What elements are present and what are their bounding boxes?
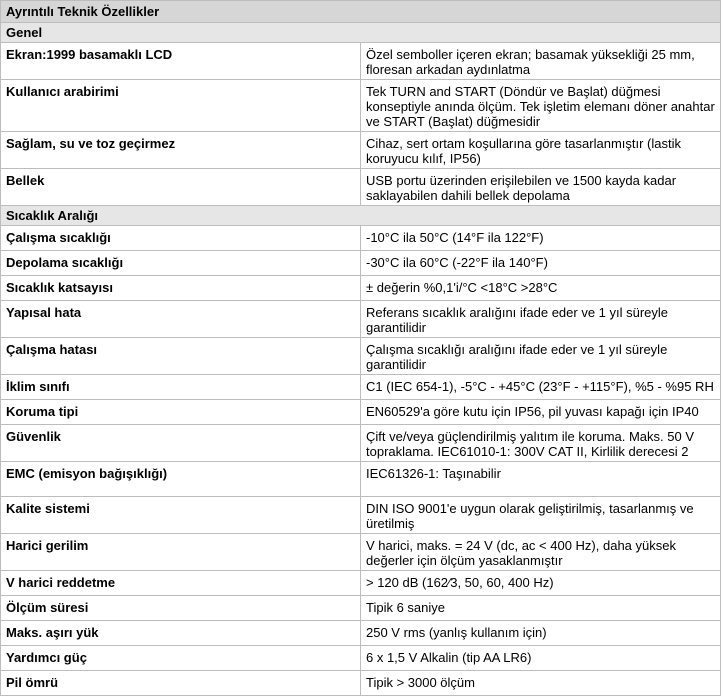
table-row	[1, 338, 721, 375]
row-label: Depolama sıcaklığı	[1, 251, 361, 276]
row-value: Tipik 6 saniye	[361, 596, 721, 621]
table-row	[1, 276, 721, 301]
table-row	[1, 375, 721, 400]
row-value: -10°C ila 50°C (14°F ila 122°F)	[361, 226, 721, 251]
row-value: 250 V rms (yanlış kullanım için)	[361, 621, 721, 646]
row-label: Yapısal hata	[1, 301, 361, 338]
row-value: > 120 dB (162⁄3, 50, 60, 400 Hz)	[361, 571, 721, 596]
row-value: Özel semboller içeren ekran; basamak yüksekliği 25 mm, floresan arkadan aydınlatma	[361, 43, 721, 80]
table-row	[1, 596, 721, 621]
row-value: DIN ISO 9001'e uygun olarak geliştirilmiş, tasarlanmış ve üretilmiş	[361, 497, 721, 534]
table-row	[1, 80, 721, 132]
section-title: Sıcaklık Aralığı	[1, 206, 721, 226]
row-label: EMC (emisyon bağışıklığı)	[1, 462, 361, 497]
table-row	[1, 621, 721, 646]
row-value: Çalışma sıcaklığı aralığını ifade eder ve 1 yıl süreyle garantilidir	[361, 338, 721, 375]
row-label: Maks. aşırı yük	[1, 621, 361, 646]
row-value: Çift ve/veya güçlendirilmiş yalıtım ile koruma. Maks. 50 V topraklama. IEC61010-1: 300V CAT II, Kirlilik derecesi 2	[361, 425, 721, 462]
row-label: Ekran:1999 basamaklı LCD	[1, 43, 361, 80]
row-label: V harici reddetme	[1, 571, 361, 596]
row-label: Harici gerilim	[1, 534, 361, 571]
row-label: Sıcaklık katsayısı	[1, 276, 361, 301]
row-label: Güvenlik	[1, 425, 361, 462]
row-value: Cihaz, sert ortam koşullarına göre tasarlanmıştır (lastik koruyucu kılıf, IP56)	[361, 132, 721, 169]
row-label: Bellek	[1, 169, 361, 206]
row-label: Ölçüm süresi	[1, 596, 361, 621]
row-label: Pil ömrü	[1, 671, 361, 696]
table-row	[1, 571, 721, 596]
row-value: -30°C ila 60°C (-22°F ila 140°F)	[361, 251, 721, 276]
table-row	[1, 497, 721, 534]
section-title: Genel	[1, 23, 721, 43]
row-label: Çalışma sıcaklığı	[1, 226, 361, 251]
table-row	[1, 301, 721, 338]
table-row	[1, 646, 721, 671]
row-label: Kullanıcı arabirimi	[1, 80, 361, 132]
section-header-genel	[1, 23, 721, 43]
table-row	[1, 132, 721, 169]
row-value: 6 x 1,5 V Alkalin (tip AA LR6)	[361, 646, 721, 671]
row-value: C1 (IEC 654-1), -5°C - +45°C (23°F - +115°F), %5 - %95 RH	[361, 375, 721, 400]
row-value: EN60529'a göre kutu için IP56, pil yuvası kapağı için IP40	[361, 400, 721, 425]
table-row	[1, 534, 721, 571]
section-header-sicaklik	[1, 206, 721, 226]
table-title-row	[1, 1, 721, 23]
table-row	[1, 425, 721, 462]
table-row	[1, 43, 721, 80]
table-row	[1, 169, 721, 206]
table-row	[1, 462, 721, 497]
row-label: Çalışma hatası	[1, 338, 361, 375]
row-value: ± değerin %0,1'i/°C <18°C >28°C	[361, 276, 721, 301]
table-row	[1, 226, 721, 251]
row-value: IEC61326-1: Taşınabilir	[361, 462, 721, 497]
row-label: Sağlam, su ve toz geçirmez	[1, 132, 361, 169]
table-row	[1, 251, 721, 276]
row-label: Yardımcı güç	[1, 646, 361, 671]
row-value: USB portu üzerinden erişilebilen ve 1500 kayda kadar saklayabilen dahili bellek depolama	[361, 169, 721, 206]
row-value: Tipik > 3000 ölçüm	[361, 671, 721, 696]
row-value: Tek TURN and START (Döndür ve Başlat) düğmesi konseptiyle anında ölçüm. Tek işletim elemanı döner anahtar ve START (Başlat) düğmesidir	[361, 80, 721, 132]
table-title: Ayrıntılı Teknik Özellikler	[1, 1, 721, 23]
table-row	[1, 400, 721, 425]
table-row	[1, 671, 721, 696]
row-value: V harici, maks. = 24 V (dc, ac < 400 Hz), daha yüksek değerler için ölçüm yasaklanmıştır	[361, 534, 721, 571]
row-value: Referans sıcaklık aralığını ifade eder ve 1 yıl süreyle garantilidir	[361, 301, 721, 338]
row-label: Koruma tipi	[1, 400, 361, 425]
row-label: İklim sınıfı	[1, 375, 361, 400]
row-label: Kalite sistemi	[1, 497, 361, 534]
